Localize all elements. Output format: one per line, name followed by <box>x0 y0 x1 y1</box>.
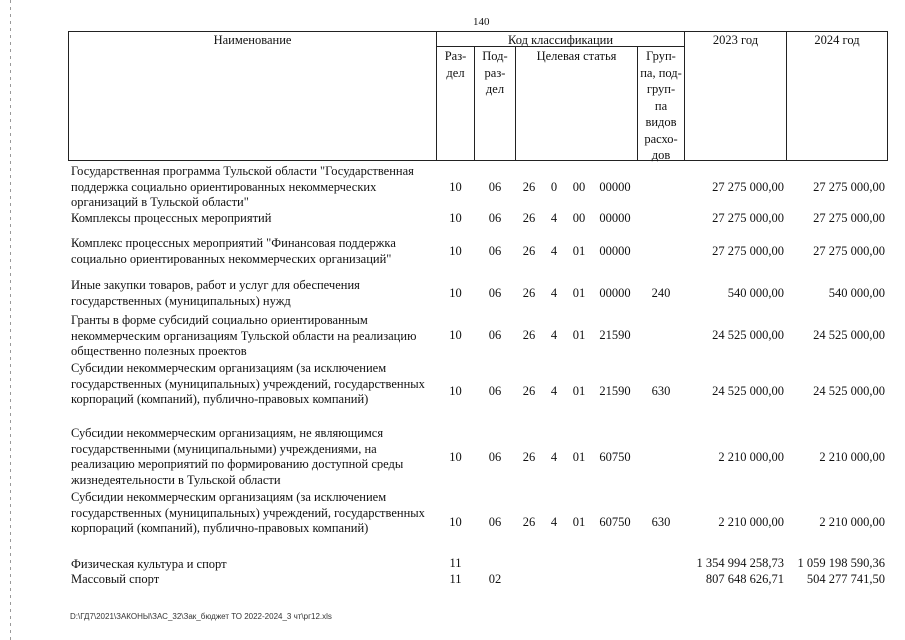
row-y2024: 2 210 000,00 <box>819 450 885 464</box>
row-c1: 26 <box>522 450 536 464</box>
row-c3: 01 <box>572 450 586 464</box>
header-code: Код классификации <box>507 33 614 47</box>
row-name: Субсидии некоммерческим организациям, не являющимся государственными (муниципальными) учреждениями, на реализацию мероприятий по формированию доступной среды жизнедеятельности в Тульской области <box>71 426 404 487</box>
row-c4: 21590 <box>599 384 631 398</box>
file-path-footer: D:\ГД7\2021\ЗАКОНЫ\ЗАС_32\Зак_бюджет ТО 2022-2024_3 чт\рг12.xls <box>70 612 332 621</box>
row-podrazdel: 06 <box>488 450 502 464</box>
header-gruppa: Груп- па, под- груп- па видов расхо- дов <box>640 49 682 162</box>
row-razdel: 10 <box>449 515 462 529</box>
row-podrazdel: 06 <box>488 180 502 194</box>
row-podrazdel: 06 <box>488 515 502 529</box>
margin-binding-line <box>10 0 11 640</box>
row-y2023: 1 354 994 258,73 <box>696 556 784 570</box>
row-c2: 4 <box>550 328 558 342</box>
row-podrazdel: 06 <box>488 384 502 398</box>
row-c2: 4 <box>550 450 558 464</box>
row-razdel: 10 <box>449 286 462 300</box>
row-c3: 01 <box>572 328 586 342</box>
col-border <box>684 31 685 160</box>
row-c1: 26 <box>522 244 536 258</box>
col-border <box>68 31 69 160</box>
row-c1: 26 <box>522 286 536 300</box>
row-vid: 630 <box>651 384 671 398</box>
row-y2024: 24 525 000,00 <box>813 384 885 398</box>
row-c2: 4 <box>550 286 558 300</box>
row-c4: 00000 <box>599 211 631 225</box>
row-razdel: 10 <box>449 180 462 194</box>
row-c3: 00 <box>572 180 586 194</box>
header-2024: 2024 год <box>814 33 860 47</box>
row-y2024: 27 275 000,00 <box>813 244 885 258</box>
row-y2024: 540 000,00 <box>828 286 885 300</box>
row-y2023: 24 525 000,00 <box>712 328 784 342</box>
row-y2024: 1 059 198 590,36 <box>797 556 885 570</box>
row-vid: 630 <box>651 515 671 529</box>
row-c1: 26 <box>522 384 536 398</box>
header-podrazdel: Под- раз- дел <box>482 49 508 96</box>
header-name: Наименование <box>213 33 292 47</box>
row-name: Субсидии некоммерческим организациям (за исключением государственных (муниципальных) учреждений, государственных корпораций (компаний), публично-правовых компаний) <box>71 490 425 535</box>
row-c2: 4 <box>550 515 558 529</box>
row-c4: 00000 <box>599 180 631 194</box>
row-razdel: 11 <box>449 556 462 570</box>
row-name: Комплекс процессных мероприятий "Финансовая поддержка социально ориентированных некоммерческих организаций" <box>71 236 396 266</box>
row-c4: 00000 <box>599 244 631 258</box>
row-razdel: 10 <box>449 450 462 464</box>
row-razdel: 10 <box>449 384 462 398</box>
row-name: Государственная программа Тульской области "Государственная поддержка социально ориентированных некоммерческих организаций в Тульской области" <box>71 164 414 209</box>
row-c2: 4 <box>550 211 558 225</box>
row-y2023: 27 275 000,00 <box>712 244 784 258</box>
row-razdel: 10 <box>449 328 462 342</box>
row-c2: 0 <box>550 180 558 194</box>
row-podrazdel: 02 <box>488 572 502 586</box>
row-podrazdel: 06 <box>488 211 502 225</box>
row-c3: 01 <box>572 244 586 258</box>
row-podrazdel: 06 <box>488 286 502 300</box>
row-c3: 00 <box>572 211 586 225</box>
row-y2023: 2 210 000,00 <box>718 450 784 464</box>
row-c1: 26 <box>522 328 536 342</box>
row-c4: 21590 <box>599 328 631 342</box>
row-y2023: 540 000,00 <box>727 286 784 300</box>
row-c2: 4 <box>550 244 558 258</box>
row-vid: 240 <box>651 286 671 300</box>
row-y2024: 24 525 000,00 <box>813 328 885 342</box>
row-razdel: 11 <box>449 572 462 586</box>
row-y2024: 27 275 000,00 <box>813 211 885 225</box>
row-c1: 26 <box>522 211 536 225</box>
header-celevaya: Целевая статья <box>536 49 617 63</box>
row-c3: 01 <box>572 515 586 529</box>
row-c4: 60750 <box>599 450 631 464</box>
row-y2024: 2 210 000,00 <box>819 515 885 529</box>
row-c4: 60750 <box>599 515 631 529</box>
row-c1: 26 <box>522 180 536 194</box>
page-number: 140 <box>473 16 490 28</box>
row-y2023: 27 275 000,00 <box>712 180 784 194</box>
row-c2: 4 <box>550 384 558 398</box>
row-c4: 00000 <box>599 286 631 300</box>
row-name: Физическая культура и спорт <box>71 557 227 571</box>
row-c3: 01 <box>572 286 586 300</box>
row-name: Иные закупки товаров, работ и услуг для обеспечения государственных (муниципальных) нужд <box>71 278 360 308</box>
row-razdel: 10 <box>449 211 462 225</box>
row-name: Комплексы процессных мероприятий <box>71 211 272 225</box>
row-name: Гранты в форме субсидий социально ориентированным некоммерческим организациям Тульской области на реализацию общественно полезных проектов <box>71 313 417 358</box>
header-bottom-border <box>68 160 888 161</box>
row-y2024: 504 277 741,50 <box>806 572 885 586</box>
header-2023: 2023 год <box>712 33 759 47</box>
header-razdel: Раз- дел <box>444 49 467 80</box>
row-name: Массовый спорт <box>71 572 160 586</box>
row-podrazdel: 06 <box>488 244 502 258</box>
row-c1: 26 <box>522 515 536 529</box>
col-border <box>887 31 888 160</box>
row-y2023: 27 275 000,00 <box>712 211 784 225</box>
row-podrazdel: 06 <box>488 328 502 342</box>
row-name: Субсидии некоммерческим организациям (за исключением государственных (муниципальных) учреждений, государственных корпораций (компаний), публично-правовых компаний) <box>71 361 425 406</box>
row-c3: 01 <box>572 384 586 398</box>
row-y2023: 24 525 000,00 <box>712 384 784 398</box>
row-y2023: 2 210 000,00 <box>718 515 784 529</box>
col-border <box>786 31 787 160</box>
row-y2024: 27 275 000,00 <box>813 180 885 194</box>
row-razdel: 10 <box>449 244 462 258</box>
row-y2023: 807 648 626,71 <box>705 572 784 586</box>
